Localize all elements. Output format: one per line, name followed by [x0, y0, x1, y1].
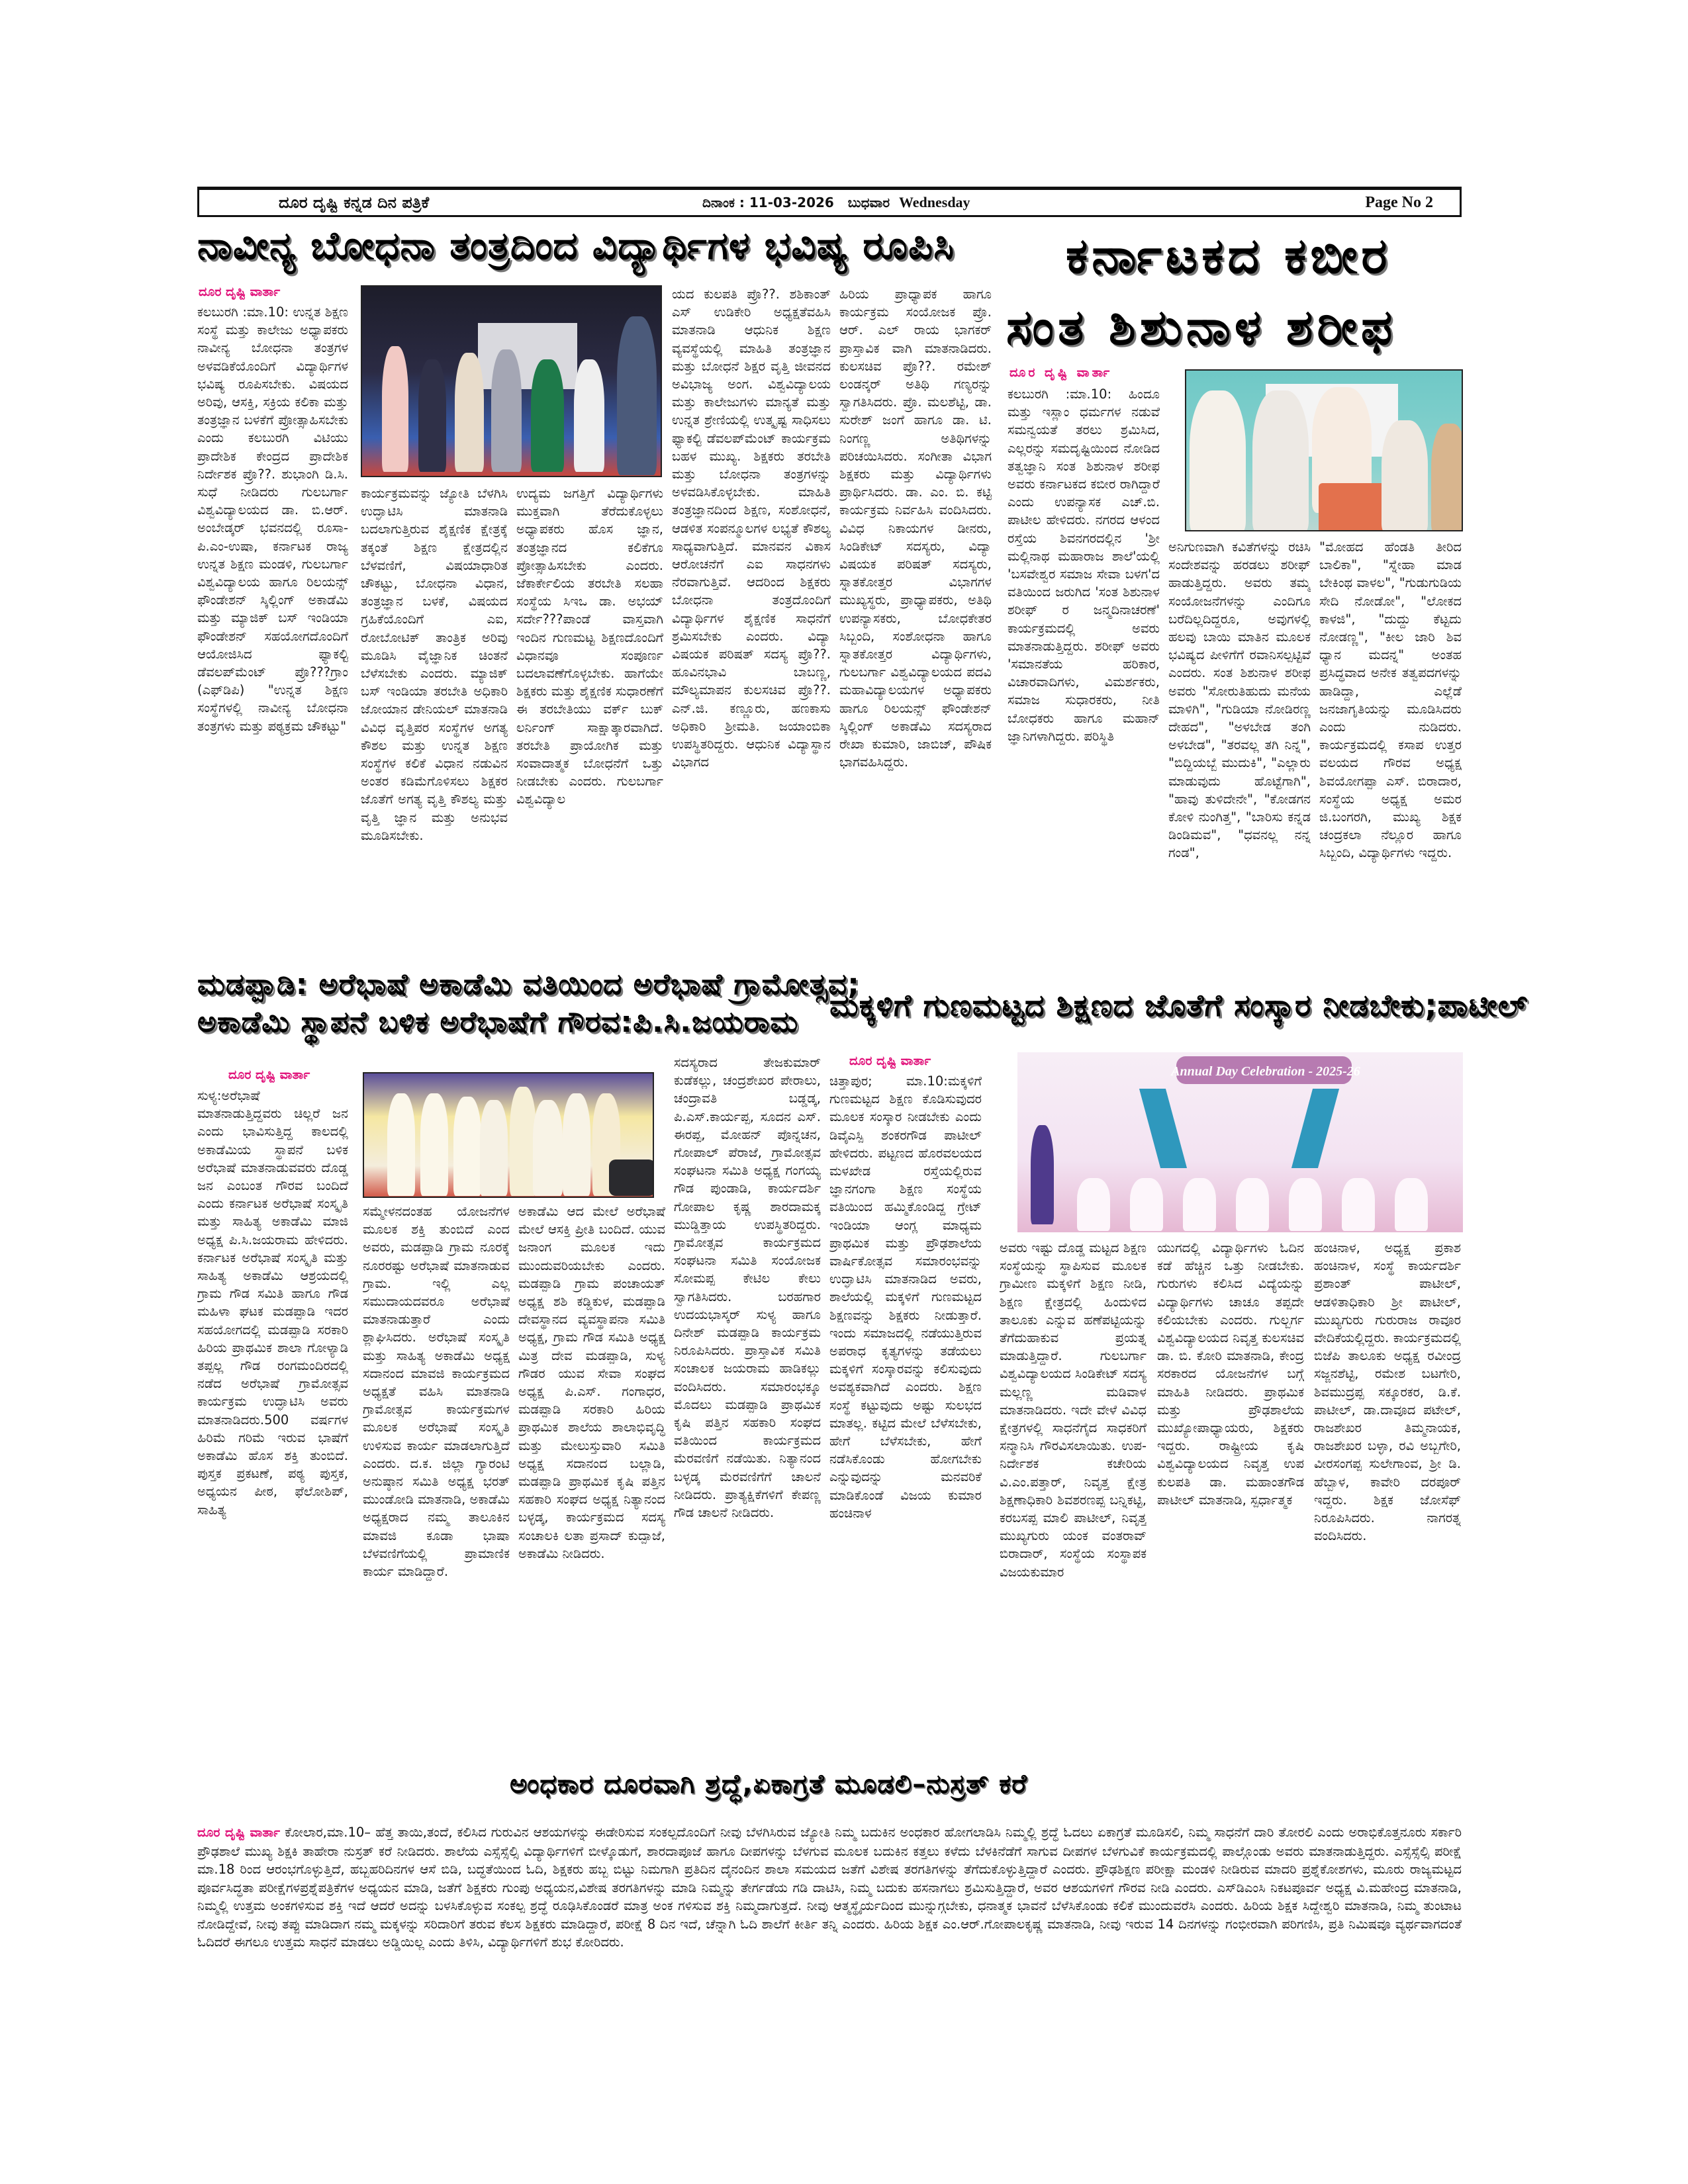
person-figure	[382, 346, 408, 472]
article-4-col-2: ಅವರು ಇಷ್ಟು ದೊಡ್ಡ ಮಟ್ಟದ ಶಿಕ್ಷಣ ಸಂಸ್ಥೆಯನ್ನು ಸ್ಥಾಪಿಸುವ ಮೂಲಕ ಗ್ರಾಮೀಣ ಮಕ್ಕಳಿಗೆ ಶಿಕ್ಷಣ ನೀಡಿ, ಶಿಕ್ಷಣ ಕ್ಷೇತ್ರದಲ್ಲಿ ಹಿಂದುಳಿದ ತಾಲೂಕು ಎನ್ನುವ ಹಣೆಪಟ್ಟಿಯನ್ನು ತೆಗೆದುಹಾಕುವ ಪ್ರಯತ್ನ ಮಾಡುತ್ತಿದ್ದಾರೆ. ಗುಲಬರ್ಗಾ ವಿಶ್ವವಿದ್ಯಾಲಯದ ಸಿಂಡಿಕೇಟ್ ಸದಸ್ಯ ಮಲ್ಲಣ್ಣ ಮಡಿವಾಳ ಮಾತನಾಡಿದರು. ಇದೇ ವೇಳೆ ವಿವಿಧ ಕ್ಷೇತ್ರಗಳಲ್ಲಿ ಸಾಧನೆಗೈದ ಸಾಧಕರಿಗೆ ಸನ್ಮಾನಿಸಿ ಗೌರವಿಸಲಾಯಿತು. ಉಪ-ನಿರ್ದೇಶಕ ಕಚೇರಿಯ ವಿ.ಎಂ.ಪತ್ತಾರ್, ನಿವೃತ್ತ ಕ್ಷೇತ್ರ ಶಿಕ್ಷಣಾಧಿಕಾರಿ ಶಿವಶರಣಪ್ಪ ಬನ್ನಿಕಟ್ಟಿ, ಕರಬಸಪ್ಪ ಮಾಲಿ ಪಾಟೀಲ್, ನಿವೃತ್ತ ಮುಖ್ಯಗುರು ಯಂಕ ವಂತರಾವ್ ಬಿರಾದಾರ್, ಸಂಸ್ಥೆಯ ಸಂಸ್ಥಾಪಕ ವಿಜಯಕುಮಾರ	[1000, 1240, 1147, 1580]
person-figure	[1382, 420, 1428, 531]
article-1-col-1: ಕಲಬುರಗಿ :ಮಾ.10: ಉನ್ನತ ಶಿಕ್ಷಣ ಸಂಸ್ಥೆ ಮತ್ತು ಕಾಲೇಜು ಅಧ್ಯಾಪಕರು ನಾವೀನ್ಯ ಬೋಧನಾ ತಂತ್ರಗಳ ಅಳವಡಿಕೆಯೊಂದಿಗೆ ವಿದ್ಯಾರ್ಥಿಗಳ ಭವಿಷ್ಯ ರೂಪಿಸಬೇಕು. ವಿಷಯದ ಅರಿವು, ಆಸಕ್ತಿ, ಸಕ್ರಿಯ ಕಲಿಕಾ ಮತ್ತು ತಂತ್ರಜ್ಞಾನ ಬಳಕೆಗೆ ಪ್ರೋತ್ಸಾಹಿಸಬೇಕು ಎಂದು ಕಲಬುರಗಿ ವಿಟಿಯು ಪ್ರಾದೇಶಿಕ ಕೇಂದ್ರದ ಪ್ರಾದೇಶಿಕ ನಿರ್ದೇಶಕ ಪ್ರೊ??. ಶುಭಾಂಗಿ ಡಿ.ಸಿ. ಸುಧೆ ನೀಡಿದರು ಗುಲಬರ್ಗಾ ವಿಶ್ವವಿದ್ಯಾಲಯದ ಡಾ. ಬಿ.ಆರ್. ಅಂಬೇಡ್ಕರ್ ಭವನದಲ್ಲಿ ರೂಸಾ-ಪಿ.ಎಂ-ಉಷಾ, ಕರ್ನಾಟಕ ರಾಜ್ಯ ಉನ್ನತ ಶಿಕ್ಷಣ ಮಂಡಳಿ, ಗುಲಬರ್ಗಾ ವಿಶ್ವವಿದ್ಯಾಲಯ ಹಾಗೂ ರಿಲಯನ್ಸ್ ಫೌಂಡೇಶನ್ ಸ್ಕಿಲ್ಲಿಂಗ್ ಅಕಾಡೆಮಿ ಮತ್ತು ಮ್ಯಾಜಿಕ್ ಬಸ್ ಇಂಡಿಯಾ ಫೌಂಡೇಶನ್ ಸಹಯೋಗದೊಂದಿಗೆ ಆಯೋಜಿಸಿದ ಫ್ಯಾಕಲ್ಟಿ ಡೆವಲಪ್‌ಮೆಂಟ್ ಪ್ರೊ???ಗ್ರಾಂ (ಎಫ್‌ಡಿಪಿ) "ಉನ್ನತ ಶಿಕ್ಷಣ ಸಂಸ್ಥೆಗಳಲ್ಲಿ ನಾವೀನ್ಯ ಬೋಧನಾ ತಂತ್ರಗಳು ಮತ್ತು ಪಠ್ಯಕ್ರಮ ಚೌಕಟ್ಟು"	[197, 304, 348, 734]
person-figure	[510, 1087, 536, 1196]
person-figure	[563, 1093, 590, 1196]
child-figure	[1183, 1178, 1216, 1231]
person-figure	[418, 359, 446, 472]
person-figure	[617, 316, 657, 475]
curtain	[1291, 1089, 1339, 1168]
weekday-kn: ಬುಧವಾರ	[847, 195, 890, 210]
article-2-col-1: ಕಲಬುರಗಿ :ಮಾ.10: ಹಿಂದೂ ಮತ್ತು ಇಸ್ಲಾಂ ಧರ್ಮಗಳ ನಡುವೆ ಸಮನ್ವಯತೆ ತರಲು ಶ್ರಮಿಸಿದ, ಎಲ್ಲರನ್ನು ಸಮದೃಷ್ಟಿಯಿಂದ ನೋಡಿದ ತತ್ವಜ್ಞಾನಿ ಸಂತ ಶಿಶುನಾಳ ಶರೀಫ ಅವರು ಕರ್ನಾಟಕದ ಕಬೀರ ರಾಗಿದ್ದಾರೆ ಎಂದು ಉಪನ್ಯಾಸಕ ಎಚ್.ಬಿ. ಪಾಟೀಲ ಹೇಳಿದರು. ನಗರದ ಆಳಂದ ರಸ್ತೆಯ ಶಿವನಗರದಲ್ಲಿನ 'ಶ್ರೀ ಮಲ್ಲಿನಾಥ ಮಹಾರಾಜ ಶಾಲೆ'ಯಲ್ಲಿ 'ಬಸವೇಶ್ವರ ಸಮಾಜ ಸೇವಾ ಬಳಗ'ದ ವತಿಯಿಂದ ಜರುಗಿದ 'ಸಂತ ಶಿಶುನಾಳ ಶರೀಫ್ ರ ಜನ್ಮದಿನಾಚರಣೆ' ಕಾರ್ಯಕ್ರಮದಲ್ಲಿ ಅವರು ಮಾತನಾಡುತ್ತಿದ್ದರು. ಶರೀಫ್ ಅವರು 'ಸಮಾನತೆಯ ಹರಿಕಾರ, ವಿಚಾರವಾದಿಗಳು, ವಿಮರ್ಶಕರು, ಸಮಾಜ ಸುಧಾರಕರು, ನೀತಿ ಬೋಧಕರು ಹಾಗೂ ಮಹಾನ್ ಜ್ಞಾನಿಗಳಾಗಿದ್ದರು. ಪರಿಸ್ಥಿತಿ	[1008, 387, 1160, 744]
garlanded-portrait	[1319, 483, 1391, 531]
article-2-headline-line-1: ಕರ್ನಾಟಕದ ಕಬೀರ	[1066, 228, 1391, 285]
child-figure	[1289, 1178, 1322, 1231]
person-figure	[455, 353, 484, 472]
article-4-col-3: ಯುಗದಲ್ಲಿ ವಿದ್ಯಾರ್ಥಿಗಳು ಓದಿನ ಕಡೆ ಹೆಚ್ಚಿನ ಒತ್ತು ನೀಡಬೇಕು. ಗುರುಗಳು ಕಲಿಸಿದ ವಿದ್ಯೆಯನ್ನು ವಿದ್ಯಾರ್ಥಿಗಳು ಚಾಚೂ ತಪ್ಪದೇ ಕಲಿಯಬೇಕು ಎಂದರು. ಗುಲ್ಬರ್ಗ ವಿಶ್ವವಿದ್ಯಾಲಯದ ನಿವೃತ್ತ ಕುಲಸಚಿವ ಡಾ. ಬಿ. ಕೋರಿ ಮಾತನಾಡಿ, ಕೇಂದ್ರ ಸರಕಾರದ ಯೋಜನೆಗಳ ಬಗ್ಗೆ ಮಾಹಿತಿ ನೀಡಿದರು. ಪ್ರಾಥಮಿಕ ಮತ್ತು ಪ್ರೌಢಶಾಲೆಯ ಮುಖ್ಯೋಪಾಧ್ಯಾಯರು, ಶಿಕ್ಷಕರು ಇದ್ದರು. ರಾಷ್ಟ್ರೀಯ ಕೃಷಿ ವಿಶ್ವವಿದ್ಯಾಲಯದ ನಿವೃತ್ತ ಉಪ ಕುಲಪತಿ ಡಾ. ಮಹಾಂತಗೌಡ ಪಾಟೀಲ್ ಮಾತನಾಡಿ, ಸ್ಪರ್ಧಾತ್ಮಕ	[1157, 1240, 1304, 1508]
date-line	[702, 194, 970, 211]
article-1-col-4: ಯದ ಕುಲಪತಿ ಪ್ರೊ??. ಶಶಿಕಾಂತ್ ಎಸ್ ಉಡಿಕೇರಿ ಅಧ್ಯಕ್ಷತೆವಹಿಸಿ ಮಾತನಾಡಿ ಆಧುನಿಕ ಶಿಕ್ಷಣ ವ್ಯವಸ್ಥೆಯಲ್ಲಿ ಮಾಹಿತಿ ತಂತ್ರಜ್ಞಾನ ಮತ್ತು ಬೋಧನೆ ಶಿಕ್ಷರ ವೃತ್ತಿ ಜೀವನದ ಅವಿಭಾಜ್ಯ ಅಂಗ. ವಿಶ್ವವಿದ್ಯಾಲಯ ಮತ್ತು ಕಾಲೇಜುಗಳು ಮಾನ್ಯತೆ ಮತ್ತು ಉನ್ನತ ಶ್ರೇಣಿಯಲ್ಲಿ ಉತ್ಕೃಷ್ಟ ಸಾಧಿಸಲು ಫ್ಯಾಕಲ್ಟಿ ಡೆವಲಪ್‌ಮೆಂಟ್ ಕಾರ್ಯಕ್ರಮ ಬಹಳ ಮುಖ್ಯ. ಶಿಕ್ಷಕರು ತರಬೇತಿ ಮತ್ತು ಬೋಧನಾ ತಂತ್ರಗಳನ್ನು ಅಳವಡಿಸಿಕೊಳ್ಳಬೇಕು. ಮಾಹಿತಿ ತಂತ್ರಜ್ಞಾನದಿಂದ ಶಿಕ್ಷಣ, ಸಂಶೋಧನೆ, ಆಡಳಿತ ಸಂಪನ್ಮೂಲಗಳ ಲಭ್ಯತೆ ಕೌಶಲ್ಯ ಸಾಧ್ಯವಾಗುತ್ತಿದೆ. ಮಾನವನ ವಿಕಾಸ ಆರೋಚನೆಗೆ ಎಐ ಸಾಧನಗಳು ನೆರವಾಗುತ್ತಿವೆ. ಆದರಿಂದ ಶಿಕ್ಷಕರು ಬೋಧನಾ ತಂತ್ರದೊಂದಿಗೆ ವಿದ್ಯಾರ್ಥಿಗಳ ಶೈಕ್ಷಣಿಕ ಸಾಧನೆಗೆ ಶ್ರಮಿಸಬೇಕು ಎಂದರು. ವಿದ್ಯಾ ವಿಷಯಕ ಪರಿಷತ್ ಸದಸ್ಯ ಪ್ರೊ??. ಹೂವಿನಭಾವಿ ಬಾಬಣ್ಣ, ಮೌಲ್ಯಮಾಪನ ಕುಲಸಚಿವ ಪ್ರೊ??. ಎನ್.ಜಿ. ಕಣ್ಣೂರು, ಹಣಕಾಸು ಅಧಿಕಾರಿ ಶ್ರೀಮತಿ. ಜಯಾಂಬಿಕಾ ಉಪಸ್ಥಿತರಿದ್ದರು. ಆಧುನಿಕ ವಿದ್ಯಾಸ್ಥಾನ ವಿಭಾಗದ	[672, 287, 831, 770]
person-figure	[491, 349, 522, 472]
article-3-col-3: ಅಕಾಡೆಮಿ ಆದ ಮೇಲೆ ಅರೆಭಾಷೆ ಮೇಲೆ ಆಸಕ್ತಿ ಪ್ರೀತಿ ಬಂದಿದೆ. ಯುವ ಜನಾಂಗ ಮೂಲಕ ಇದು ಮುಂದುವರಿಯಬೇಕು ಎಂದರು. ಮಡಪ್ಪಾಡಿ ಗ್ರಾಮ ಪಂಚಾಯತ್ ಅಧ್ಯಕ್ಷ ಶಶಿ ಕಡ್ಡಿಕುಳ, ಮಡಪ್ಪಾಡಿ ದೇವಸ್ಥಾನದ ವ್ಯವಸ್ಥಾಪನಾ ಸಮಿತಿ ಅಧ್ಯಕ್ಷ, ಗ್ರಾಮ ಗೌಡ ಸಮಿತಿ ಅಧ್ಯಕ್ಷ ಮಿತ್ರ ದೇವ ಮಡಪ್ಪಾಡಿ, ಸುಳ್ಯ ಗೌಡರ ಯುವ ಸೇವಾ ಸಂಘದ ಅಧ್ಯಕ್ಷ ಪಿ.ಎಸ್. ಗಂಗಾಧರ, ಮಡಪ್ಪಾಡಿ ಸರಕಾರಿ ಹಿರಿಯ ಪ್ರಾಥಮಿಕ ಶಾಲೆಯ ಶಾಲಾಭಿವೃದ್ಧಿ ಮತ್ತು ಮೇಲುಸ್ತುವಾರಿ ಸಮಿತಿ ಅಧ್ಯಕ್ಷ ಸದಾನಂದ ಬಲ್ಲಾಡಿ, ಮಡಪ್ಪಾಡಿ ಪ್ರಾಥಮಿಕ ಕೃಷಿ ಪತ್ತಿನ ಸಹಕಾರಿ ಸಂಘದ ಅಧ್ಯಕ್ಷ ನಿತ್ಯಾನಂದ ಬಳ್ಳಡ್ಕ, ಕಾರ್ಯಕ್ರಮದ ಸದಸ್ಯ ಸಂಚಾಲಕಿ ಲತಾ ಪ್ರಸಾದ್ ಕುದ್ಪಾಜೆ, ಅಕಾಡೆಮಿ ನೀಡಿದರು.	[518, 1204, 665, 1561]
child-figure	[1395, 1178, 1428, 1231]
article-4-photo	[1017, 1052, 1463, 1232]
person-figure	[574, 359, 604, 472]
paper-name: ದೂರ ದೃಷ್ಟಿ ಕನ್ನಡ ದಿನ ಪತ್ರಿಕೆ	[279, 193, 430, 212]
date-label: ದಿನಾಂಕ : 11-03-2026	[702, 195, 834, 210]
speaker-box	[609, 1160, 654, 1196]
masthead-bar	[197, 187, 1462, 217]
article-5-byline: ದೂರ ದೃಷ್ಟಿ ವಾರ್ತಾ	[197, 1825, 281, 1840]
child-figure	[1342, 1178, 1375, 1231]
photo-banner-text: Annual Day Celebration - 2025-26	[1171, 1064, 1360, 1079]
person-figure	[531, 359, 564, 472]
article-3-byline: ದೂರ ದೃಷ್ಟಿ ವಾರ್ತಾ	[228, 1068, 310, 1082]
person-figure	[480, 1100, 508, 1196]
article-1-col-5: ಹಿರಿಯ ಪ್ರಾಧ್ಯಾಪಕ ಹಾಗೂ ಕಾರ್ಯಕ್ರಮ ಸಂಯೋಜಕ ಪ್ರೊ. ಆರ್. ಎಲ್ ರಾಯ ಭಾಗಕರ್ ಪ್ರಾಸ್ತಾವಿಕ ವಾಗಿ ಮಾತನಾಡಿದರು. ಕುಲಸಚಿವ ಪ್ರೊ??. ರಮೇಶ್ ಲಂಡನ್ಕರ್ ಅತಿಥಿ ಗಣ್ಯರನ್ನು ಸ್ವಾಗತಿಸಿದರು. ಪ್ರೊ. ಮಲಶೆಟ್ಟಿ, ಡಾ. ಸುರೇಶ್ ಜಂಗೆ ಹಾಗೂ ಡಾ. ಟಿ. ನಿಂಗಣ್ಣ ಅತಿಥಿಗಳನ್ನು ಪರಿಚಯಿಸಿದರು. ಸಂಗೀತಾ ವಿಭಾಗ ಶಿಕ್ಷಕರು ಮತ್ತು ವಿದ್ಯಾರ್ಥಿಗಳು ಪ್ರಾರ್ಥಿಸಿದರು. ಡಾ. ಎಂ. ಬಿ. ಕಟ್ಟಿ ಕಾರ್ಯಕ್ರಮ ನಿರ್ವಹಿಸಿ ವಂದಿಸಿದರು. ವಿವಿಧ ನಿಕಾಯಗಳ ಡೀನರು, ಸಿಂಡಿಕೇಟ್ ಸದಸ್ಯರು, ವಿದ್ಯಾ ವಿಷಯಕ ಪರಿಷತ್ ಸದಸ್ಯರು, ಸ್ನಾತಕೋತ್ತರ ವಿಭಾಗಗಳ ಮುಖ್ಯಸ್ಥರು, ಪ್ರಾಧ್ಯಾಪಕರು, ಅತಿಥಿ ಉಪನ್ಯಾಸಕರು, ಬೋಧಕೇತರ ಸಿಬ್ಬಂದಿ, ಸಂಶೋಧನಾ ಹಾಗೂ ಸ್ನಾತಕೋತ್ತರ ವಿದ್ಯಾರ್ಥಿಗಳು, ಗುಲಬರ್ಗಾ ವಿಶ್ವವಿದ್ಯಾಲಯದ ಪದವಿ ಮಹಾವಿದ್ಯಾಲಯಗಳ ಅಧ್ಯಾಪಕರು ಹಾಗೂ ರಿಲಯನ್ಸ್ ಫೌಂಡೇಶನ್ ಸ್ಕಿಲ್ಲಿಂಗ್ ಅಕಾಡೆಮಿ ಸದಸ್ಯರಾದ ರೇಖಾ ಕುಮಾರಿ, ಜಾಬಿಜ್, ಪೌಷಿಕ ಭಾಗವಹಿಸಿದ್ದರು.	[839, 287, 992, 770]
article-4-headline: ಮಕ್ಕಳಿಗೆ ಗುಣಮಟ್ಟದ ಶಿಕ್ಷಣದ ಜೊತೆಗೆ ಸಂಸ್ಕಾರ ನೀಡಬೇಕು;ಪಾಟೀಲ್	[829, 987, 1528, 1023]
article-3-photo	[363, 1072, 654, 1198]
article-2-col-3: "ಮೋಹದ ಹೆಂಡತಿ ತೀರಿದ ಬಾಲಿಕಾ", "ಸ್ನೇಹಾ ಮಾಡ ಬೇಕಿಂಥ ವಾಳಲ", "ಗುಡುಗುಡಿಯ ಸೇದಿ ನೋಡೋ", "ಲೋಕದ ಕಾಳಜಿ", "ದುದ್ದು ಕೆಟ್ಟದು ನೋಡಣ್ಣ", "ಕೀಲ ಜಾರಿ ಶಿವ ಧ್ಯಾನ ಮದನ್ನ" ಅಂತಹ ಪ್ರಸಿದ್ಧವಾದ ಅನೇಕ ತತ್ವಪದಗಳನ್ನು ಹಾಡಿದ್ದಾ, ಎಲ್ಲೆಡೆ ಜನಜಾಗೃತಿಯನ್ನು ಮೂಡಿಸಿದರು ಎಂದು ನುಡಿದರು. ಕಾರ್ಯಕ್ರಮದಲ್ಲಿ ಕಸಾಪ ಉತ್ತರ ವಲಯದ ಗೌರವ ಅಧ್ಯಕ್ಷ ಶಿವಯೋಗಪ್ಪಾ ಎಸ್. ಬಿರಾದಾರ, ಸಂಸ್ಥೆಯ ಅಧ್ಯಕ್ಷ ಅಮರ ಜಿ.ಬಂಗರಗಿ, ಮುಖ್ಯ ಶಿಕ್ಷಕ ಚಂದ್ರಕಲಾ ನೆಲ್ಲೂರ ಹಾಗೂ ಸಿಬ್ಬಂದಿ, ವಿದ್ಯಾರ್ಥಿಗಳು ಇದ್ದರು.	[1319, 539, 1462, 861]
person-figure	[420, 1093, 448, 1196]
article-4-col-4: ಹಂಚಿನಾಳ, ಅಧ್ಯಕ್ಷ ಪ್ರಕಾಶ ಹಂಚಿನಾಳ, ಸಂಸ್ಥೆ ಕಾರ್ಯದರ್ಶಿ ಪ್ರಶಾಂತ್ ಪಾಟೀಲ್, ಆಡಳಿತಾಧಿಕಾರಿ ಶ್ರೀ ಪಾಟೀಲ್, ಮುಖ್ಯಗುರು ಗುರುರಾಜ ರಾವೂರ ವೇದಿಕೆಯಲ್ಲಿದ್ದರು. ಕಾರ್ಯಕ್ರಮದಲ್ಲಿ ಬಿಜೆಪಿ ತಾಲೂಕು ಅಧ್ಯಕ್ಷ ರವೀಂದ್ರ ಸಜ್ಜನಶೆಟ್ಟಿ, ರಮೇಶ ಬಟಗೇರಿ, ಶಿವಮುದ್ರಪ್ಪ ಸಕ್ಕೂರಕರ, ಡಿ.ಕೆ. ಪಾಟೀಲ್, ಡಾ.ದಾವೂದ ಪಟೇಲ್, ರಾಜಶೇಖರ ತಿಮ್ಮನಾಯಕ, ರಾಜಶೇಖರ ಬಳ್ಳಾ, ರವಿ ಅಬ್ಬಗೇರಿ, ವೀರಸಂಗಪ್ಪ ಸುಲೇಗಾಂವ, ಶ್ರೀ ಡಿ. ಹೆಬ್ಬಾಳ, ಕಾವೇರಿ ದರಪೂರ್ ಇದ್ದರು. ಶಿಕ್ಷಕ ಜೋಸೆಫ್ ನಿರೂಪಿಸಿದರು. ನಾಗರತ್ನ ವಂದಿಸಿದರು.	[1314, 1240, 1461, 1544]
article-3-headline-line-2: ಅಕಾಡೆಮಿ ಸ್ಥಾಪನೆ ಬಳಿಕ ಅರೆಭಾಷೆಗೆ ಗೌರವ:ಪಿ.ಸಿ.ಜಯರಾಮ	[197, 1005, 799, 1039]
article-3-col-4: ಸದಸ್ಯರಾದ ತೇಜಕುಮಾರ್ ಕುಡೆಕಲ್ಲು, ಚಂದ್ರಶೇಖರ ಪೇರಾಲು, ಚಂದ್ರಾವತಿ ಬಡ್ಡಡ್ಕ, ಪಿ.ಎಸ್.ಕಾರ್ಯಪ್ಪ, ಸೂದನ ಎಸ್. ಈರಪ್ಪ, ಮೋಹನ್ ಪೊನ್ನಚನ, ಗೋಪಾಲ್ ಪೆರಾಜೆ, ಗ್ರಾಮೋತ್ಸವ ಸಂಘಟನಾ ಸಮಿತಿ ಅಧ್ಯಕ್ಷ ಗಂಗಯ್ಯ ಗೌಡ ಪುಂಡಾಡಿ, ಕಾರ್ಯದರ್ಶಿ ಗೋಪಾಲ ಕೃಷ್ಣ ಶಾರದಾಮಕ್ಕ ಮುಡ್ಡಿತ್ತಾಯ ಉಪಸ್ಥಿತರಿದ್ದರು. ಗ್ರಾಮೋತ್ಸವ ಕಾರ್ಯಕ್ರಮದ ಸಂಘಟನಾ ಸಮಿತಿ ಸಂಯೋಜಕ ಸೋಮಪ್ಪ ಕೇಟಿಲ ಕೇಲು ಸ್ವಾಗತಿಸಿದರು. ಬರಹಗಾರ ಉದಯಭಾಸ್ಕರ್ ಸುಳ್ಯ ಹಾಗೂ ದಿನೇಶ್ ಮಡಪ್ಪಾಡಿ ಕಾರ್ಯಕ್ರಮ ನಿರೂಪಿಸಿದರು. ಪ್ರಾಸ್ತಾವಿಕ ಸಮಿತಿ ಸಂಚಾಲಕ ಜಯರಾಮ ಹಾಡಿಕಲ್ಲು ವಂದಿಸಿದರು. ಸಮಾರಂಭಕ್ಕೂ ಮೊದಲು ಮಡಪ್ಪಾಡಿ ಪ್ರಾಥಮಿಕ ಕೃಷಿ ಪತ್ತಿನ ಸಹಕಾರಿ ಸಂಘದ ವತಿಯಿಂದ ಕಾರ್ಯಕ್ರಮದ ಮೆರವಣಿಗೆ ನಡೆಯಿತು. ನಿತ್ಯಾನಂದ ಬಳ್ಳಡ್ಕ ಮೆರವಣಿಗೆಗೆ ಚಾಲನೆ ನೀಡಿದರು. ಪ್ರಾತ್ಯಕ್ಷಿಕೆಗಳಿಗೆ ಕೇಪಣ್ಣ ಗೌಡ ಚಾಲನೆ ನೀಡಿದರು.	[674, 1055, 821, 1521]
child-figure	[1077, 1178, 1110, 1231]
article-1-byline: ದೂರ ದೃಷ್ಟಿ ವಾರ್ತಾ	[199, 285, 281, 299]
person-figure	[1190, 390, 1246, 531]
person-figure	[1431, 424, 1463, 531]
weekday-en: Wednesday	[898, 194, 970, 210]
person-figure	[453, 1097, 481, 1196]
page-number: Page No 2	[1365, 193, 1433, 211]
article-1-col-2: ಕಾರ್ಯಕ್ರಮವನ್ನು ಜ್ಯೋತಿ ಬೆಳಗಿಸಿ ಉದ್ಘಾಟಿಸಿ ಮಾತನಾಡಿ ಬದಲಾಗುತ್ತಿರುವ ಶೈಕ್ಷಣಿಕ ಕ್ಷೇತ್ರಕ್ಕೆ ತಕ್ಕಂತೆ ಶಿಕ್ಷಣ ಕ್ಷೇತ್ರದಲ್ಲಿನ ಬೆಳವಣಿಗೆ, ವಿಷಯಾಧಾರಿತ ಚೌಕಟ್ಟು, ಬೋಧನಾ ವಿಧಾನ, ತಂತ್ರಜ್ಞಾನ ಬಳಕೆ, ವಿಷಯದ ಗ್ರಹಿಕೆಯೊಂದಿಗೆ ಎಐ, ರೋಬೋಟಿಕ್ ತಾಂತ್ರಿಕ ಅರಿವು ಮೂಡಿಸಿ ವೈಜ್ಞಾನಿಕ ಚಿಂತನೆ ಬೆಳೆಸಬೇಕು ಎಂದರು. ಮ್ಯಾಜಿಕ್ ಬಸ್ ಇಂಡಿಯಾ ತರಬೇತಿ ಅಧಿಕಾರಿ ಜೋಯಾನ ಡೇನಿಯಲ್ ಮಾತನಾಡಿ ವಿವಿಧ ವೃತ್ತಿಪರ ಸಂಸ್ಥೆಗಳ ಅಗತ್ಯ ಕೌಶಲ ಮತ್ತು ಉನ್ನತ ಶಿಕ್ಷಣ ಸಂಸ್ಥೆಗಳ ಕಲಿಕೆ ವಿಧಾನ ನಡುವಿನ ಅಂತರ ಕಡಿಮೆಗೊಳಿಸಲು ಶಿಕ್ಷಕರ ಜೊತೆಗೆ ಅಗತ್ಯ ವೃತ್ತಿ ಕೌಶಲ್ಯ ಮತ್ತು ವೃತ್ತಿ ಜ್ಞಾನ ಮತ್ತು ಅನುಭವ ಮೂಡಿಸಬೇಕು.	[361, 486, 508, 843]
article-4-byline: ದೂರ ದೃಷ್ಟಿ ವಾರ್ತಾ	[849, 1054, 931, 1068]
curtain	[1139, 1089, 1187, 1168]
article-4-col-1: ಚಿತ್ತಾಪುರ; ಮಾ.10:ಮಕ್ಕಳಿಗೆ ಗುಣಮಟ್ಟದ ಶಿಕ್ಷಣ ಕೊಡಿಸುವುದರ ಮೂಲಕ ಸಂಸ್ಕಾರ ನೀಡಬೇಕು ಎಂದು ಡಿವೈಎಸ್ಪಿ ಶಂಕರಗೌಡ ಪಾಟೀಲ್ ಹೇಳಿದರು. ಪಟ್ಟಣದ ಹೊರವಲಯದ ಮಳಖೇಡ ರಸ್ತೆಯಲ್ಲಿರುವ ಜ್ಞಾನಗಂಗಾ ಶಿಕ್ಷಣ ಸಂಸ್ಥೆಯ ವತಿಯಿಂದ ಹಮ್ಮಿಕೊಂಡಿದ್ದ ಗ್ರೇಟ್ ಇಂಡಿಯಾ ಆಂಗ್ಲ ಮಾಧ್ಯಮ ಪ್ರಾಥಮಿಕ ಮತ್ತು ಪ್ರೌಢಶಾಲೆಯ ವಾರ್ಷಿಕೋತ್ಸವ ಸಮಾರಂಭವನ್ನು ಉದ್ಘಾಟಿಸಿ ಮಾತನಾಡಿದ ಅವರು, ಶಾಲೆಯಲ್ಲಿ ಮಕ್ಕಳಿಗೆ ಗುಣಮಟ್ಟದ ಶಿಕ್ಷಣವನ್ನು ಶಿಕ್ಷಕರು ನೀಡುತ್ತಾರೆ. ಇಂದು ಸಮಾಜದಲ್ಲಿ ನಡೆಯುತ್ತಿರುವ ಅಪರಾಧ ಕೃತ್ಯಗಳನ್ನು ತಡೆಯಲು ಮಕ್ಕಳಿಗೆ ಸಂಸ್ಕಾರವನ್ನು ಕಲಿಸುವುದು ಅವಶ್ಯಕವಾಗಿದೆ ಎಂದರು. ಶಿಕ್ಷಣ ಸಂಸ್ಥೆ ಕಟ್ಟುವುದು ಅಷ್ಟು ಸುಲಭದ ಮಾತಲ್ಲ. ಕಟ್ಟಿದ ಮೇಲೆ ಬೆಳೆಸಬೇಕು, ಹೇಗೆ ಬೆಳೆಸಬೇಕು, ಹೇಗೆ ನಡೆಸಿಕೊಂಡು ಹೋಗಬೇಕು ಎನ್ನುವುದನ್ನು ಮನವರಿಕೆ ಮಾಡಿಕೊಂಡೆ ವಿಜಯ ಕುಮಾರ ಹಂಚಿನಾಳ	[829, 1073, 982, 1521]
person-figure	[1252, 390, 1309, 531]
article-3-col-1: ಸುಳ್ಯ:ಅರೆಭಾಷೆ ಮಾತನಾಡುತ್ತಿದ್ದವರು ಚಿಲ್ಲರೆ ಜನ ಎಂದು ಭಾವಿಸುತ್ತಿದ್ದ ಕಾಲದಲ್ಲಿ ಅಕಾಡೆಮಿಯ ಸ್ಥಾಪನೆ ಬಳಿಕ ಅರೆಭಾಷೆ ಮಾತನಾಡುವವರು ದೊಡ್ಡ ಜನ ಎಂಬಂತ ಗೌರವ ಬಂದಿದೆ ಎಂದು ಕರ್ನಾಟಕ ಅರೆಭಾಷೆ ಸಂಸ್ಕೃತಿ ಮತ್ತು ಸಾಹಿತ್ಯ ಅಕಾಡೆಮಿ ಮಾಜಿ ಅಧ್ಯಕ್ಷ ಪಿ.ಸಿ.ಜಯರಾಮ ಹೇಳಿದರು. ಕರ್ನಾಟಕ ಅರೆಭಾಷೆ ಸಂಸ್ಕೃತಿ ಮತ್ತು ಸಾಹಿತ್ಯ ಅಕಾಡೆಮಿ ಆಶ್ರಯದಲ್ಲಿ ಗ್ರಾಮ ಗೌಡ ಸಮಿತಿ ಹಾಗೂ ಗೌಡ ಮಹಿಳಾ ಘಟಕ ಮಡಪ್ಪಾಡಿ ಇದರ ಸಹಯೋಗದಲ್ಲಿ ಮಡಪ್ಪಾಡಿ ಸರಕಾರಿ ಹಿರಿಯ ಪ್ರಾಥಮಿಕ ಶಾಲಾ ಗೋಳ್ಯಾಡಿ ತಪ್ಪಲ್ಲ ಗೌಡ ರಂಗಮಂದಿರದಲ್ಲಿ ನಡೆದ ಅರೆಭಾಷೆ ಗ್ರಾಮೋತ್ಸವ ಕಾರ್ಯಕ್ರಮ ಉದ್ಘಾಟಿಸಿ ಅವರು ಮಾತನಾಡಿದರು.500 ವರ್ಷಗಳ ಹಿರಿಮೆ ಗರಿಮೆ ಇರುವ ಭಾಷೆಗೆ ಅಕಾಡೆಮಿ ಹೊಸ ಶಕ್ತಿ ತುಂಬಿದೆ. ಪುಸ್ತಕ ಪ್ರಕಟಣೆ, ಪಠ್ಯ ಪುಸ್ತಕ, ಅಧ್ಯಯನ ಪೀಠ, ಫೆಲೋಶಿಪ್, ಸಾಹಿತ್ಯ	[197, 1088, 348, 1518]
article-5-body	[197, 1823, 1462, 1952]
article-2-headline-line-2: ಸಂತ ಶಿಶುನಾಳ ಶರೀಫ	[1006, 299, 1397, 356]
child-figure	[1236, 1178, 1269, 1231]
article-2-byline: ದೂರ ದೃಷ್ಟಿ ವಾರ್ತಾ	[1009, 365, 1113, 380]
person-figure	[1031, 1125, 1054, 1224]
article-5-headline: ಅಂಧಕಾರ ದೂರವಾಗಿ ಶ್ರದ್ಧೆ,ಏಕಾಗ್ರತೆ ಮೂಡಲಿ–ನುಸ್ರತ್ ಕರೆ	[510, 1769, 1027, 1799]
article-1-photo	[361, 285, 662, 477]
person-figure	[387, 1093, 415, 1196]
article-1-col-3: ಉದ್ಯಮ ಜಗತ್ತಿಗೆ ವಿದ್ಯಾರ್ಥಿಗಳು ಮುಕ್ತವಾಗಿ ತೆರೆದುಕೊಳ್ಳಲು ಅಧ್ಯಾಪಕರು ಹೊಸ ಜ್ಞಾನ, ತಂತ್ರಜ್ಞಾನದ ಕಲಿಕೆಗೂ ಪ್ರೋತ್ಸಾಹಿಸಬೇಕು ಎಂದರು. ಜೆಕಾರ್ಕೇಲಿಯ ತರಬೇತಿ ಸಲಹಾ ಸಂಸ್ಥೆಯ ಸಿಇಒ ಡಾ. ಅಭಯ್ ಸರ್ದೇ???ಪಾಂಡೆ ವಾಸ್ತವಾಗಿ ಇಂದಿನ ಗುಣಮಟ್ಟ ಶಿಕ್ಷಣದೊಂದಿಗೆ ವಿಧಾನವೂ ಸಂಪೂರ್ಣ ಬದಲಾವಣೆಗೊಳ್ಳಬೇಕು. ಹಾಗೆಯೇ ಶಿಕ್ಷಕರು ಮತ್ತು ಶೈಕ್ಷಣಿಕ ಸುಧಾರಣೆಗೆ ಈ ತರಬೇತಿಯು ವರ್ಕ್ ಬುಕ್ ಲರ್ನಿಂಗ್ ಸಾಕ್ಷಾತ್ಕಾರವಾಗಿದೆ. ತರಬೇತಿ ಪ್ರಾಯೋಗಿಕ ಮತ್ತು ಸಂವಾದಾತ್ಮಕ ಬೋಧನೆಗೆ ಒತ್ತು ನೀಡಬೇಕು ಎಂದರು. ಗುಲಬರ್ಗಾ ವಿಶ್ವವಿದ್ಯಾಲ	[516, 486, 663, 807]
article-1-headline: ನಾವೀನ್ಯ ಬೋಧನಾ ತಂತ್ರದಿಂದ ವಿದ್ಯಾರ್ಥಿಗಳ ಭವಿಷ್ಯ ರೂಪಿಸಿ	[197, 223, 955, 268]
article-2-col-2: ಅನಿಗುಣವಾಗಿ ಕವಿತೆಗಳನ್ನು ರಚಿಸಿ ಸಂದೇಶವನ್ನು ಹರಡಲು ಶರೀಫ್ ಹಾಡುತ್ತಿದ್ದರು. ಅವರು ತಮ್ಮ ಸಂಯೋಜನೆಗಳನ್ನು ಎಂದಿಗೂ ಬರೆದಿಲ್ಲದಿದ್ದರೂ, ಅವುಗಳಲ್ಲಿ ಹಲವು ಬಾಯಿ ಮಾತಿನ ಮೂಲಕ ಭವಿಷ್ಯದ ಪೀಳಿಗೆಗೆ ರವಾನಿಸಲ್ಪಟ್ಟಿವೆ ಎಂದರು. ಸಂತ ಶಿಶುನಾಳ ಶರೀಫ ಅವರು "ಸೋರುತಿಹುದು ಮನೆಯ ಮಾಳಿಗಿ", "ಗುಡಿಯಾ ನೋಡಿರಣ್ಣ ದೇಹದ", "ಅಳಬೇಡ ತಂಗಿ ಅಳಬೇಡ", "ತರವಲ್ಲ ತಗಿ ನಿನ್ನ", "ಬಿದ್ದಿಯಬ್ಬೆ ಮುದುಕಿ", "ಎಲ್ಲಾರು ಮಾಡುವುದು ಹೊಟ್ಟೆಗಾಗಿ", "ಹಾವು ತುಳಿದೇನೇ", "ಕೋಡಗನ ಕೋಳಿ ನುಂಗಿತ್ತ", "ಬಾರಿಸು ಕನ್ನಡ ಡಿಂಡಿಮವ", "ಧವನಲ್ಲ ನನ್ನ ಗಂಡ",	[1168, 539, 1311, 861]
child-figure	[1130, 1178, 1163, 1231]
article-2-photo	[1185, 369, 1463, 531]
article-5-text: ಕೋಲಾರ,ಮಾ.10– ಹೆತ್ತ ತಾಯಿ,ತಂದೆ, ಕಲಿಸಿದ ಗುರುವಿನ ಆಶಯಗಳನ್ನು ಈಡೇರಿಸುವ ಸಂಕಲ್ಪದೊಂದಿಗೆ ನೀವು ಬೆಳಗಿಸಿರುವ ಜ್ಯೋತಿ ನಿಮ್ಮ ಬದುಕಿನ ಅಂಧಕಾರ ಹೋಗಲಾಡಿಸಿ ನಿಮ್ಮಲ್ಲಿ ಶ್ರದ್ಧೆ ಓದಲು ಏಕಾಗ್ರತೆ ಮೂಡಿಸಲಿ, ನಿಮ್ಮ ಸಾಧನೆಗೆ ದಾರಿ ತೋರಲಿ ಎಂದು ಅರಾಭಿಕೊತ್ತನೂರು ಸರ್ಕಾರಿ ಪ್ರೌಢಶಾಲೆ ಮುಖ್ಯ ಶಿಕ್ಷಕಿ ತಾಹೇರಾ ನುಸ್ರತ್ ಕರೆ ನೀಡಿದರು. ಶಾಲೆಯ ಎಸ್ಸೆಸ್ಸೆಲ್ಸಿ ವಿದ್ಯಾರ್ಥಿಗಳಿಗೆ ಬೀಳ್ಕೊಡುಗೆ, ಶಾರದಾಪೂಜೆ ಹಾಗೂ ದೀಪಗಳನ್ನು ಬೆಳಗುವ ಮೂಲಕ ಬದುಕಿನ ಕತ್ತಲು ಕಳೆದು ಬೆಳಕಿನೆಡೆಗೆ ಸಾಗುವ ದೀಪಗಳ ಬೆಳಗುವಿಕೆ ಕಾರ್ಯಕ್ರಮದಲ್ಲಿ ಪಾಲ್ಗೊಂಡು ಅವರು ಮಾತನಾಡುತ್ತಿದ್ದರು. ಎಸ್ಸೆಸ್ಸೆಲ್ಸಿ ಪರೀಕ್ಷೆ ಮಾ.18 ರಿಂದ ಆರಂಭಗೊಳ್ಳುತ್ತಿದೆ, ಹಬ್ಬಹರಿದಿನಗಳ ಆಸೆ ಬಿಡಿ, ಬದ್ಧತೆಯಿಂದ ಓದಿ, ಶಿಕ್ಷಕರು ಹಬ್ಬ ಬಿಟ್ಟು ನಿಮಗಾಗಿ ಪ್ರತಿದಿನ ದೈನಂದಿನ ಶಾಲಾ ಸಮಯದ ಜತೆಗೆ ವಿಶೇಷ ತರಗತಿಗಳನ್ನು ತೆಗೆದುಕೊಳ್ಳುತ್ತಿದ್ದಾರೆ ಎಂದರು. ಪ್ರೌಢಶಿಕ್ಷಣ ಪರೀಕ್ಷಾ ಮಂಡಳಿ ನೀಡಿರುವ ಮಾದರಿ ಪ್ರಶ್ನೆಕೋಶಗಳು, ಮೂರು ರಾಜ್ಯಮಟ್ಟದ ಪೂರ್ವಸಿದ್ಧತಾ ಪರೀಕ್ಷೆಗಳಪ್ರಶ್ನೆಪತ್ರಿಕೆಗಳ ಅಧ್ಯಯನ ಮಾಡಿ, ಜತೆಗೆ ಶಿಕ್ಷಕರು ಗುಂಪು ಅಧ್ಯಯನ,ವಿಶೇಷ ತರಗತಿಗಳನ್ನು ಮಾಡಿ ನಿಮ್ಮನ್ನು ತೇರ್ಗಡೆಯ ಗಡಿ ದಾಟಿಸಿ, ನಿಮ್ಮ ಬದುಕು ಹಸನಾಗಲು ಶ್ರಮಿಸುತ್ತಿದ್ದಾರೆ, ಅವರ ಆಶಯಗಳಿಗೆ ಗೌರವ ನೀಡಿ ಎಂದರು. ಎಸ್‌ಡಿಎಂಸಿ ನಿಕಟಪೂರ್ವ ಅಧ್ಯಕ್ಷ ವಿ.ಮಹೇಂದ್ರ ಮಾತನಾಡಿ, ನಿಮ್ಮಲ್ಲಿ ಉತ್ತಮ ಅಂಕಗಳಿಸುವ ಶಕ್ತಿ ಇದೆ ಆದರೆ ಅದನ್ನು ಬಳಸಿಕೊಳ್ಳುವ ಸಂಕಲ್ಪ ಶ್ರದ್ಧೆ ರೂಢಿಸಿಕೊಂಡರೆ ಮಾತ್ರ ಅಂಕ ಗಳಿಸುವ ಶಕ್ತಿ ನಿಮ್ಮದಾಗುತ್ತದೆ. ನೀವು ಆತ್ಮಸ್ಥೈರ್ಯದಿಂದ ಮುನ್ನುಗ್ಗಬೇಕು, ಧನಾತ್ಮಕ ಭಾವನೆ ಬೆಳೆಸಿಕೊಂಡು ಕಲಿಕೆ ಮುಂದುವರೆಸಿ ಎಂದರು. ಹಿರಿಯ ಶಿಕ್ಷಕ ಸಿದ್ದೇಶ್ವರಿ ಮಾತನಾಡಿ, ನಿಮ್ಮ ತುಂಟಾಟ ನೋಡಿದ್ದೇವೆ, ನೀವು ತಪ್ಪು ಮಾಡಿದಾಗ ನಮ್ಮ ಮಕ್ಕಳನ್ನು ಸರಿದಾರಿಗೆ ತರುವ ಕೆಲಸ ಶಿಕ್ಷಕರು ಮಾಡಿದ್ದಾರೆ, ಪರೀಕ್ಷೆ 8 ದಿನ ಇದೆ, ಚೆನ್ನಾಗಿ ಓದಿ ಶಾಲೆಗೆ ಕೀರ್ತಿ ತನ್ನಿ ಎಂದರು. ಹಿರಿಯ ಶಿಕ್ಷಕ ಎಂ.ಆರ್.ಗೋಪಾಲಕೃಷ್ಣ ಮಾತನಾಡಿ, ನೀವು ಇರುವ 14 ದಿನಗಳನ್ನು ಗಂಭೀರವಾಗಿ ಪರಿಗಣಿಸಿ, ಪ್ರತಿ ನಿಮಿಷವೂ ವ್ಯರ್ಥವಾಗದಂತೆ ಓದಿದರೆ ಈಗಲೂ ಉತ್ತಮ ಸಾಧನೆ ಮಾಡಲು ಅಡ್ಡಿಯಿಲ್ಲ ಎಂದು ತಿಳಿಸಿ, ವಿದ್ಯಾರ್ಥಿಗಳಿಗೆ ಶುಭ ಕೋರಿದರು.	[197, 1825, 1462, 1950]
article-3-col-2: ಸಮ್ಮೇಳನದಂತಹ ಯೋಜನೆಗಳ ಮೂಲಕ ಶಕ್ತಿ ತುಂಬಿದೆ ಎಂದ ಅವರು, ಮಡಪ್ಪಾಡಿ ಗ್ರಾಮ ನೂರಕ್ಕೆ ನೂರರಷ್ಟು ಅರೆಭಾಷೆ ಮಾತನಾಡುವ ಗ್ರಾಮ. ಇಲ್ಲಿ ಎಲ್ಲ ಸಮುದಾಯದವರೂ ಅರೆಭಾಷೆ ಮಾತನಾಡುತ್ತಾರೆ ಎಂದು ಶ್ಲಾಘಿಸಿದರು. ಅರೆಭಾಷೆ ಸಂಸ್ಕೃತಿ ಮತ್ತು ಸಾಹಿತ್ಯ ಅಕಾಡೆಮಿ ಅಧ್ಯಕ್ಷ ಸದಾನಂದ ಮಾವಜಿ ಕಾರ್ಯಕ್ರಮದ ಅಧ್ಯಕ್ಷತೆ ವಹಿಸಿ ಮಾತನಾಡಿ ಗ್ರಾಮೋತ್ಸವ ಕಾರ್ಯಕ್ರಮಗಳ ಮೂಲಕ ಅರೆಭಾಷೆ ಸಂಸ್ಕೃತಿ ಉಳಿಸುವ ಕಾರ್ಯ ಮಾಡಲಾಗುತ್ತಿದೆ ಎಂದರು. ದ.ಕ. ಜಿಲ್ಲಾ ಗ್ಯಾರಂಟಿ ಅನುಷ್ಠಾನ ಸಮಿತಿ ಅಧ್ಯಕ್ಷ ಭರತ್ ಮುಂಡೋಡಿ ಮಾತನಾಡಿ, ಅಕಾಡೆಮಿ ಅಧ್ಯಕ್ಷರಾದ ನಮ್ಮ ತಾಲೂಕಿನ ಮಾವಜಿ ಕೂಡಾ ಭಾಷಾ ಬೆಳವಣಿಗೆಯಲ್ಲಿ ಪ್ರಾಮಾಣಿಕ ಕಾರ್ಯ ಮಾಡಿದ್ದಾರೆ.	[363, 1204, 510, 1580]
article-3-headline-line-1: ಮಡಪ್ಪಾಡಿ: ಅರೆಭಾಷೆ ಅಕಾಡೆಮಿ ವತಿಯಿಂದ ಅರೆಭಾಷೆ ಗ್ರಾಮೋತ್ಸವ;	[197, 968, 860, 1001]
person-figure	[533, 1100, 563, 1196]
